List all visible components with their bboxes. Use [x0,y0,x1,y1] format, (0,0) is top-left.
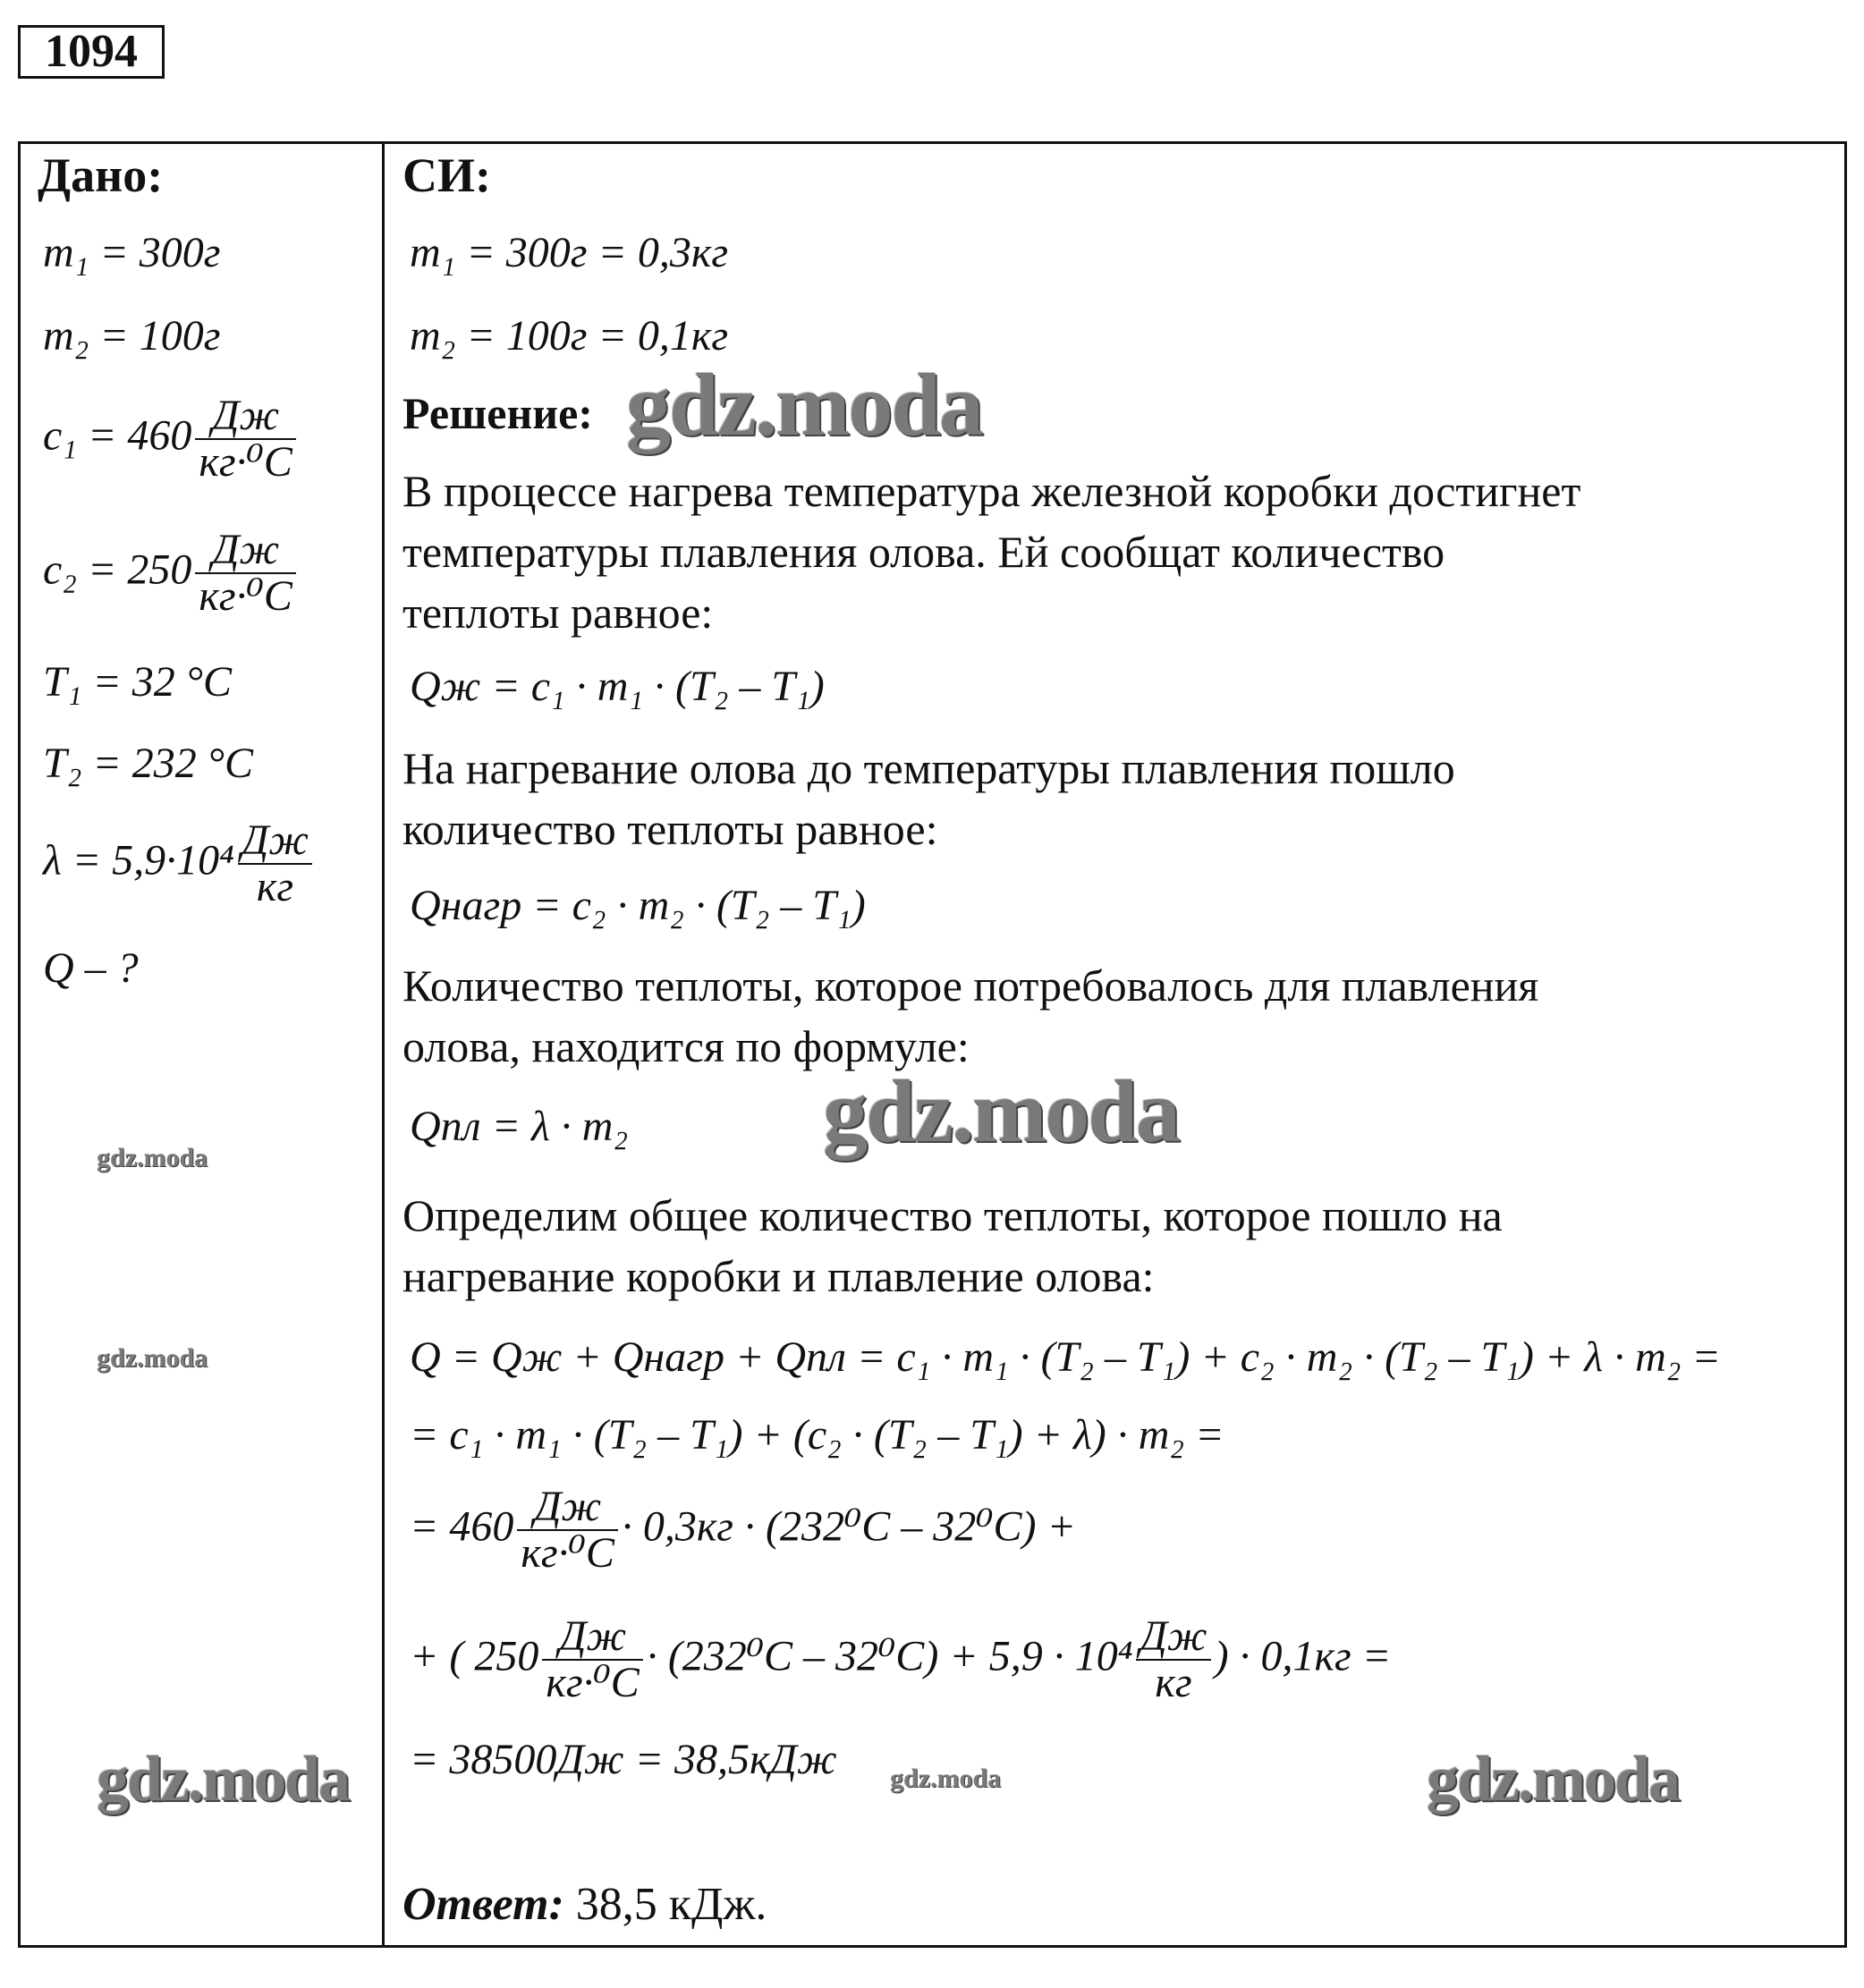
given-T1: T₁ = 32 °C [43,658,232,706]
paragraph-3-line-1: Количество теплоты, которое потребовалось для плавления [402,960,1539,1011]
problem-number: 1094 [18,25,165,79]
paragraph-3-line-2: олова, находится по формуле: [402,1021,970,1071]
si-m1: m₁ = 300г = 0,3кг [410,229,729,276]
given-find: Q – ? [43,944,139,992]
answer: Ответ: 38,5 кДж. [402,1879,767,1930]
given-header: Дано: [38,148,164,202]
given-lambda: λ = 5,9·10⁴ $\frac{Дж}{кг}$ [43,818,316,910]
paragraph-2-line-2: количество теплоты равное: [402,804,938,854]
watermark-3: gdz.moda [97,1743,350,1815]
given-c1: c₁ = 460 $\frac{Дж}{\text{кг·⁰C}}$ [43,393,300,486]
formula-q-melt: Qпл = λ · m₂ [410,1103,629,1150]
paragraph-1-line-1: В процессе нагрева температура железной коробки достигнет [402,466,1581,516]
watermark-1: gdz.moda [626,355,982,454]
given-m2: m₂ = 100г [43,312,221,360]
formula-total-line-3: = 460 $\frac{Дж}{\text{кг·⁰C}}$ · 0,3кг · (232⁰C – 32⁰C) + [410,1483,1076,1578]
formula-total-line-4: + ( 250 $\frac{Дж}{\text{кг·⁰C}}$ · (232⁰C – 32⁰C) + 5,9 · 10⁴ $\frac{Дж}{кг}$ ) · 0,1кг = [410,1612,1392,1707]
formula-q-iron: Qж = c₁ · m₁ · (T₂ – T₁) [410,663,825,710]
solution-header: Решение: [402,388,593,438]
given-c2: c₂ = 250 $\frac{Дж}{\text{кг·⁰C}}$ [43,528,300,620]
formula-total-line-1: Q = Qж + Qнагр + Qпл = c₁ · m₁ · (T₂ – T₁) + c₂ · m₂ · (T₂ – T₁) + λ · m₂ = [410,1333,1721,1381]
paragraph-1-line-3: теплоты равное: [402,588,714,638]
paragraph-4-line-2: нагревание коробки и плавление олова: [402,1251,1155,1301]
given-T2: T₂ = 232 °C [43,740,253,787]
watermark-6: gdz.moda [97,1343,208,1373]
formula-total-line-2: = c₁ · m₁ · (T₂ – T₁) + (c₂ · (T₂ – T₁) + λ) · m₂ = [410,1411,1224,1459]
watermark-7: gdz.moda [890,1764,1002,1793]
si-m2: m₂ = 100г = 0,1кг [410,312,729,360]
watermark-2: gdz.moda [823,1062,1179,1161]
given-m1: m₁ = 300г [43,229,221,276]
paragraph-1-line-2: температуры плавления олова. Ей сообщат количество [402,527,1445,577]
watermark-5: gdz.moda [97,1143,208,1172]
watermark-4: gdz.moda [1427,1743,1680,1815]
paragraph-4-line-1: Определим общее количество теплоты, которое пошло на [402,1190,1503,1240]
formula-q-heat: Qнагр = c₂ · m₂ · (T₂ – T₁) [410,882,866,929]
paragraph-2-line-1: На нагревание олова до температуры плавления пошло [402,743,1455,793]
si-header: СИ: [402,148,491,202]
column-divider [382,141,385,1948]
formula-total-result: = 38500Дж = 38,5кДж [410,1736,837,1783]
